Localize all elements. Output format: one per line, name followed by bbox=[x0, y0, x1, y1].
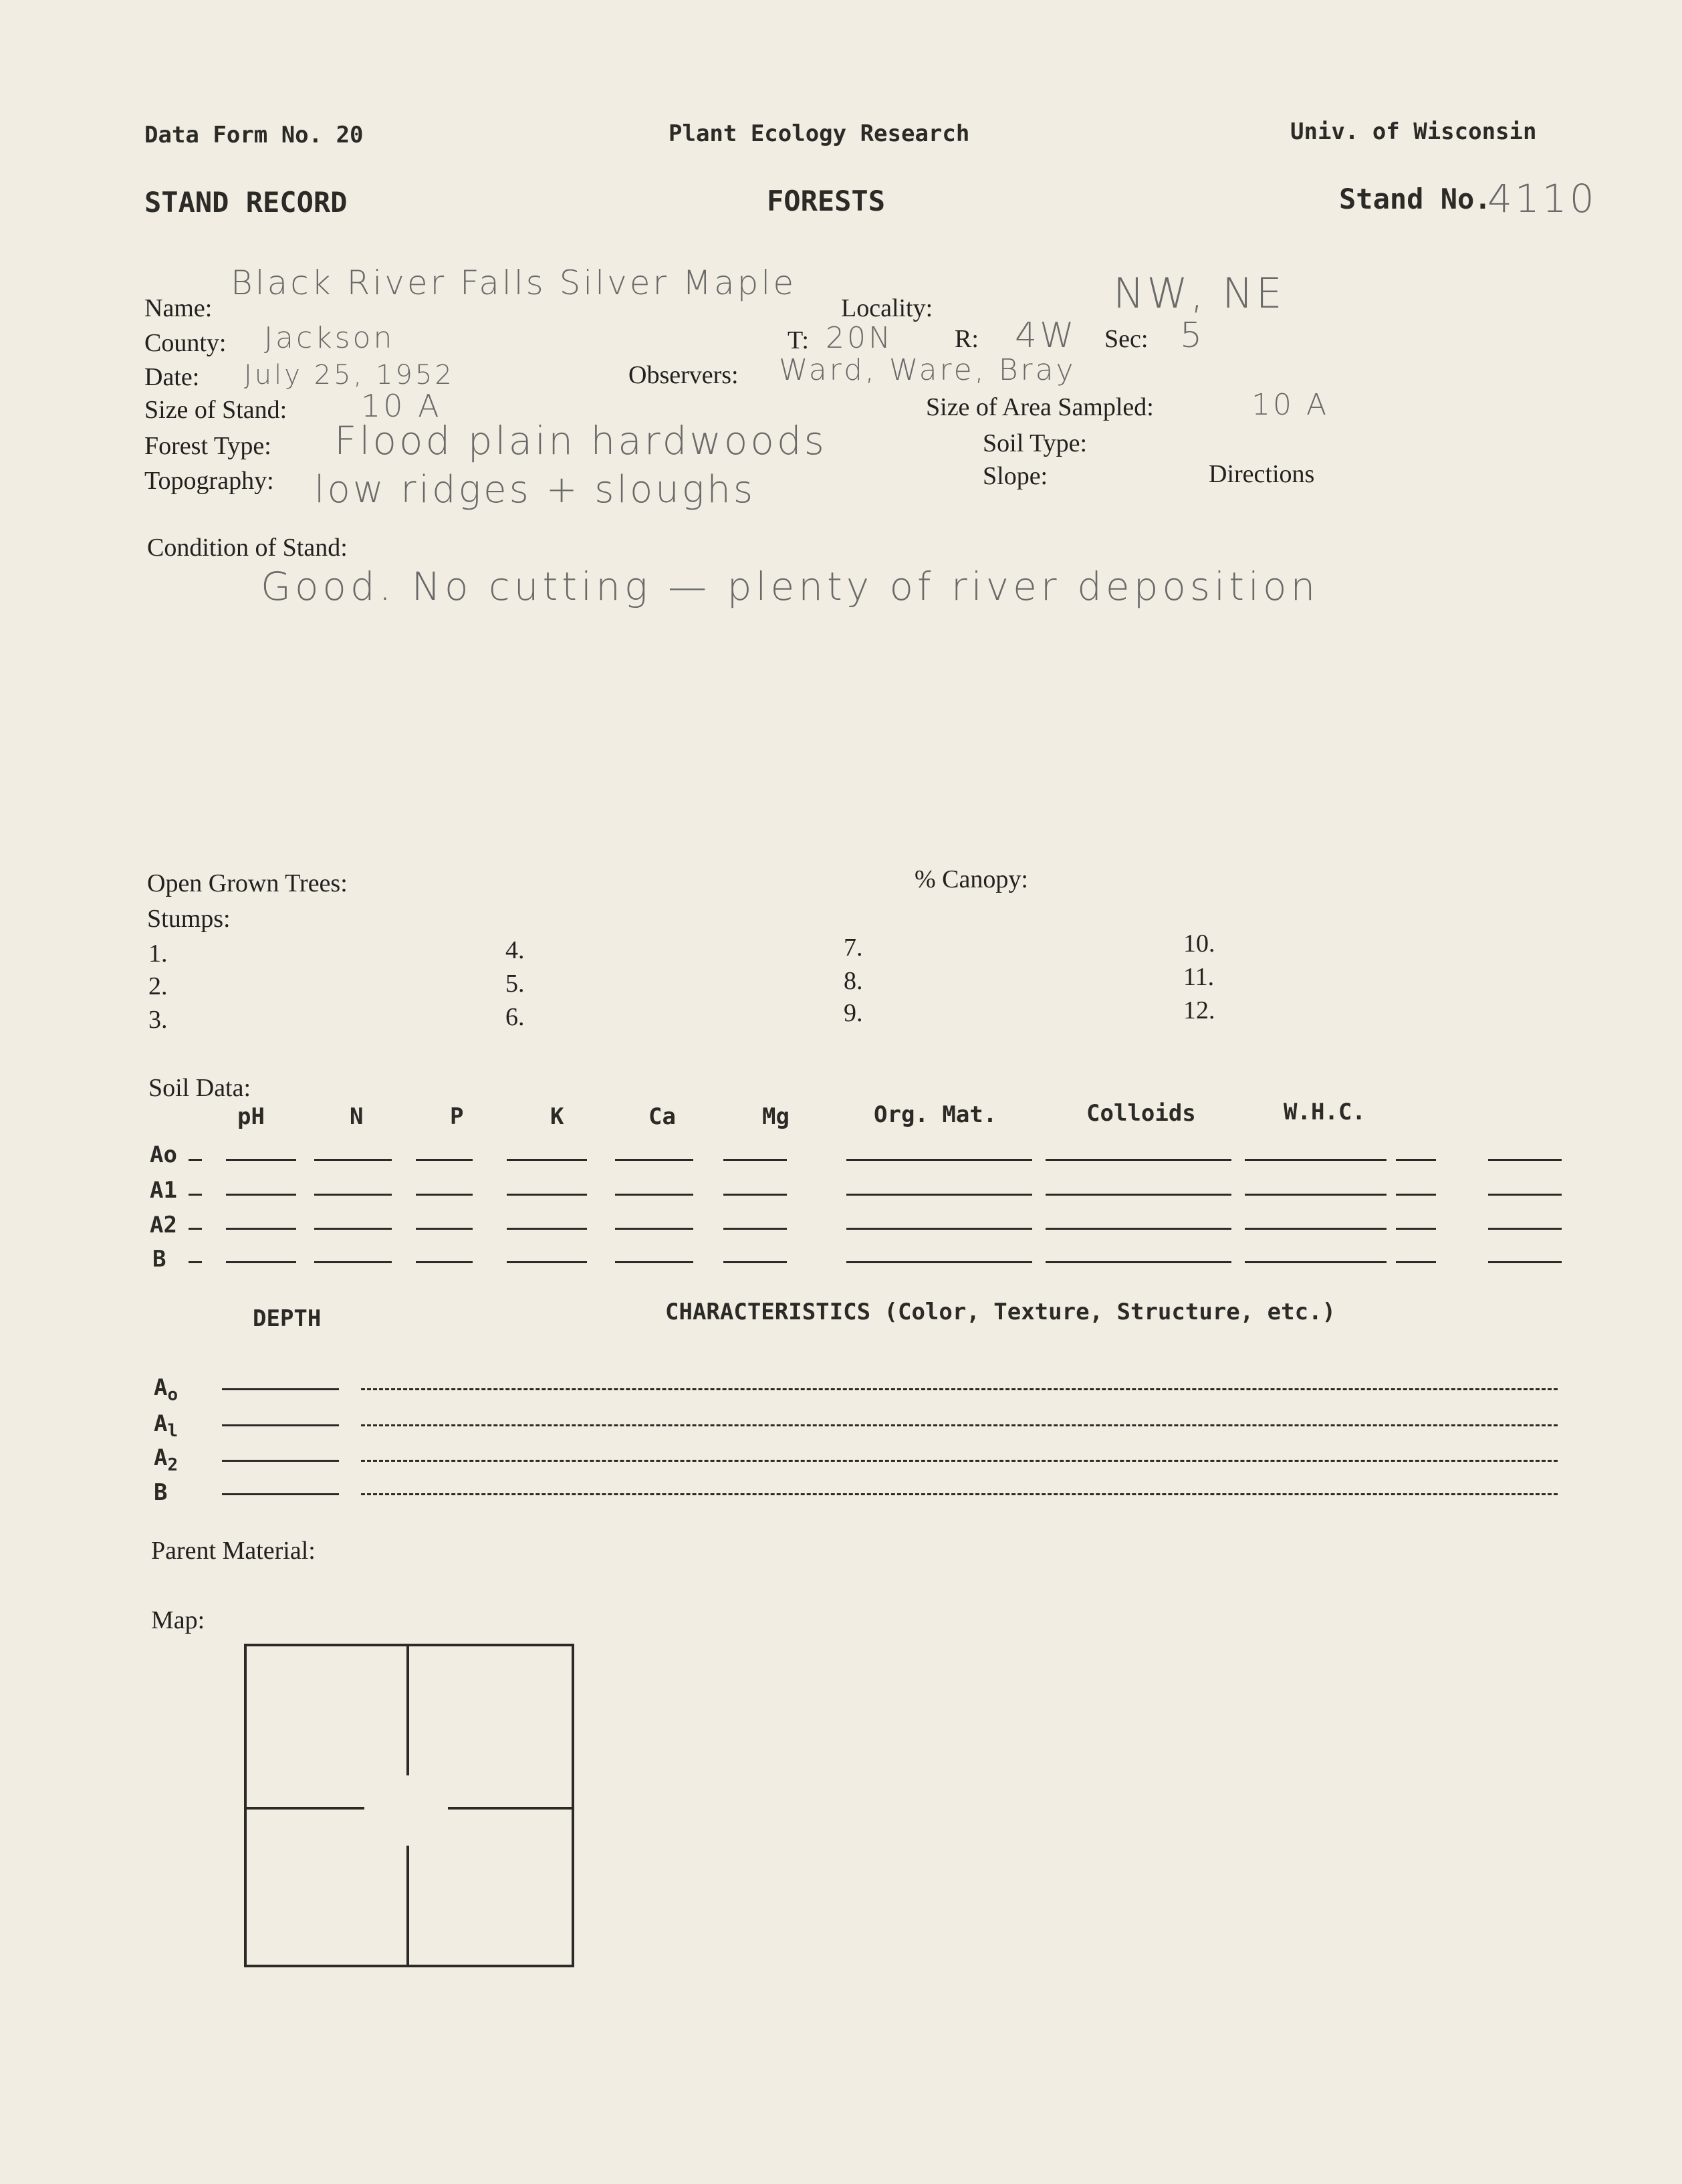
soil-column-header: K bbox=[550, 1103, 564, 1130]
soil-blank-line bbox=[846, 1261, 1032, 1263]
soil-blank-line bbox=[1245, 1159, 1387, 1161]
stump-number: 4. bbox=[505, 936, 525, 964]
open-grown-trees-label: Open Grown Trees: bbox=[147, 869, 348, 897]
locality-label: Locality: bbox=[841, 294, 933, 322]
soil-blank-line bbox=[507, 1261, 587, 1263]
soil-blank-line bbox=[507, 1228, 587, 1230]
soil-blank-line bbox=[1245, 1228, 1387, 1230]
map-grid-line bbox=[406, 1644, 409, 1775]
soil-column-header: P bbox=[450, 1103, 464, 1130]
soil-column-header: Colloids bbox=[1086, 1100, 1196, 1127]
soil-blank-line bbox=[723, 1261, 787, 1263]
map-grid-line bbox=[406, 1846, 409, 1967]
soil-data-title: Soil Data: bbox=[148, 1074, 251, 1102]
soil-blank-line bbox=[1046, 1194, 1231, 1196]
soil-column-header: Ca bbox=[648, 1103, 676, 1130]
township-label: T: bbox=[788, 326, 809, 354]
forest-type-label: Forest Type: bbox=[144, 432, 271, 460]
depth-blank-line bbox=[222, 1460, 339, 1462]
soil-blank-line bbox=[314, 1194, 392, 1196]
soil-blank-line bbox=[189, 1159, 202, 1161]
soil-blank-line bbox=[416, 1228, 473, 1230]
soil-blank-line bbox=[1245, 1261, 1387, 1263]
characteristics-blank-line bbox=[361, 1493, 1558, 1495]
soil-blank-line bbox=[416, 1159, 473, 1161]
characteristics-blank-line bbox=[361, 1460, 1558, 1462]
soil-blank-line bbox=[723, 1159, 787, 1161]
stump-number: 6. bbox=[505, 1003, 525, 1031]
stump-number: 12. bbox=[1183, 996, 1215, 1024]
soil-blank-line bbox=[846, 1228, 1032, 1230]
map-grid-line bbox=[244, 1807, 364, 1810]
soil-blank-line bbox=[226, 1194, 296, 1196]
soil-blank-line bbox=[1488, 1194, 1562, 1196]
university-title: Univ. of Wisconsin bbox=[1290, 118, 1537, 145]
stump-number: 9. bbox=[844, 999, 863, 1027]
date-value: July 25, 1952 bbox=[244, 360, 455, 391]
map-grid-box bbox=[244, 1644, 574, 1967]
form-number: Data Form No. 20 bbox=[144, 122, 364, 148]
soil-blank-line bbox=[507, 1194, 587, 1196]
observers-label: Observers: bbox=[628, 361, 739, 389]
soil-blank-line bbox=[189, 1228, 202, 1230]
map-grid-line bbox=[448, 1807, 574, 1810]
section-label: Sec: bbox=[1104, 325, 1149, 353]
topography-label: Topography: bbox=[144, 467, 274, 495]
stump-number: 2. bbox=[148, 972, 168, 1000]
soil-blank-line bbox=[1046, 1228, 1231, 1230]
section-value: 5 bbox=[1180, 316, 1205, 356]
soil-blank-line bbox=[846, 1159, 1032, 1161]
stump-number: 10. bbox=[1183, 930, 1215, 958]
size-of-area-value: 10 A bbox=[1251, 388, 1330, 422]
soil-blank-line bbox=[615, 1194, 693, 1196]
stump-number: 1. bbox=[148, 940, 168, 968]
name-label: Name: bbox=[144, 294, 213, 322]
soil-blank-line bbox=[1396, 1194, 1436, 1196]
soil-blank-line bbox=[226, 1261, 296, 1263]
soil-type-label: Soil Type: bbox=[983, 429, 1088, 457]
directions-label: Directions bbox=[1209, 460, 1315, 488]
soil-blank-line bbox=[314, 1261, 392, 1263]
stump-number: 5. bbox=[505, 970, 525, 998]
institution-title: Plant Ecology Research bbox=[669, 120, 970, 147]
characteristics-blank-line bbox=[361, 1424, 1558, 1426]
soil-blank-line bbox=[1396, 1261, 1436, 1263]
soil-column-header: W.H.C. bbox=[1284, 1099, 1366, 1125]
soil-blank-line bbox=[615, 1228, 693, 1230]
soil-column-header: N bbox=[350, 1103, 364, 1130]
soil-row-label: A1 bbox=[150, 1177, 177, 1204]
soil-blank-line bbox=[226, 1159, 296, 1161]
soil-blank-line bbox=[615, 1159, 693, 1161]
date-label: Date: bbox=[144, 363, 200, 391]
soil-column-header: pH bbox=[237, 1103, 265, 1130]
stumps-label: Stumps: bbox=[147, 905, 231, 933]
soil-blank-line bbox=[1046, 1159, 1231, 1161]
locality-value: NW, NE bbox=[1113, 269, 1285, 318]
canopy-label: % Canopy: bbox=[915, 865, 1028, 893]
map-label: Map: bbox=[151, 1606, 205, 1634]
depth-blank-line bbox=[222, 1424, 339, 1426]
depth-blank-line bbox=[222, 1388, 339, 1390]
stand-no-value: 4110 bbox=[1487, 176, 1597, 221]
soil-column-header: Org. Mat. bbox=[874, 1101, 997, 1128]
record-type-title: STAND RECORD bbox=[144, 186, 348, 219]
depth-row-label: $A_2$ bbox=[154, 1444, 178, 1475]
soil-blank-line bbox=[1488, 1261, 1562, 1263]
soil-blank-line bbox=[416, 1194, 473, 1196]
soil-blank-line bbox=[189, 1194, 202, 1196]
depth-blank-line bbox=[222, 1493, 339, 1495]
soil-column-header: Mg bbox=[762, 1103, 790, 1130]
size-of-stand-label: Size of Stand: bbox=[144, 396, 287, 424]
county-label: County: bbox=[144, 329, 227, 357]
topography-value: low ridges + sloughs bbox=[314, 468, 756, 512]
soil-blank-line bbox=[314, 1159, 392, 1161]
soil-blank-line bbox=[1488, 1228, 1562, 1230]
township-value: 20N bbox=[826, 321, 893, 355]
soil-blank-line bbox=[1488, 1159, 1562, 1161]
depth-row-label: $A_l$ bbox=[154, 1410, 178, 1441]
county-value: Jackson bbox=[264, 321, 395, 355]
characteristics-label: CHARACTERISTICS (Color, Texture, Structure, etc.) bbox=[665, 1299, 1336, 1325]
characteristics-blank-line bbox=[361, 1388, 1558, 1390]
soil-blank-line bbox=[226, 1228, 296, 1230]
parent-material-label: Parent Material: bbox=[151, 1537, 316, 1565]
soil-blank-line bbox=[1396, 1159, 1436, 1161]
stump-number: 11. bbox=[1183, 963, 1215, 991]
depth-row-label: B bbox=[154, 1479, 168, 1506]
soil-blank-line bbox=[723, 1228, 787, 1230]
soil-blank-line bbox=[314, 1228, 392, 1230]
stump-number: 8. bbox=[844, 967, 863, 995]
range-label: R: bbox=[955, 325, 979, 353]
stump-number: 7. bbox=[844, 934, 863, 962]
stump-number: 3. bbox=[148, 1006, 168, 1034]
soil-row-label: Ao bbox=[150, 1141, 177, 1168]
soil-blank-line bbox=[615, 1261, 693, 1263]
category-title: FORESTS bbox=[767, 185, 886, 217]
condition-value: Good. No cutting — plenty of river deposition bbox=[261, 564, 1320, 609]
forest-type-value: Flood plain hardwoods bbox=[334, 418, 827, 463]
soil-blank-line bbox=[846, 1194, 1032, 1196]
depth-label: DEPTH bbox=[253, 1305, 322, 1332]
soil-blank-line bbox=[507, 1159, 587, 1161]
name-value: Black River Falls Silver Maple bbox=[231, 263, 797, 302]
soil-blank-line bbox=[1396, 1228, 1436, 1230]
soil-blank-line bbox=[1046, 1261, 1231, 1263]
slope-label: Slope: bbox=[983, 462, 1048, 490]
condition-label: Condition of Stand: bbox=[147, 534, 348, 562]
range-value: 4W bbox=[1015, 316, 1077, 356]
soil-row-label: B bbox=[152, 1246, 166, 1273]
observers-value: Ward, Ware, Bray bbox=[779, 353, 1076, 387]
depth-row-label: $A_o$ bbox=[154, 1374, 178, 1405]
soil-blank-line bbox=[416, 1261, 473, 1263]
soil-blank-line bbox=[723, 1194, 787, 1196]
soil-blank-line bbox=[189, 1261, 202, 1263]
size-of-stand-value: 10 A bbox=[361, 388, 442, 424]
soil-row-label: A2 bbox=[150, 1212, 177, 1238]
soil-blank-line bbox=[1245, 1194, 1387, 1196]
size-of-area-label: Size of Area Sampled: bbox=[926, 393, 1154, 421]
stand-no-label: Stand No. bbox=[1339, 183, 1491, 215]
